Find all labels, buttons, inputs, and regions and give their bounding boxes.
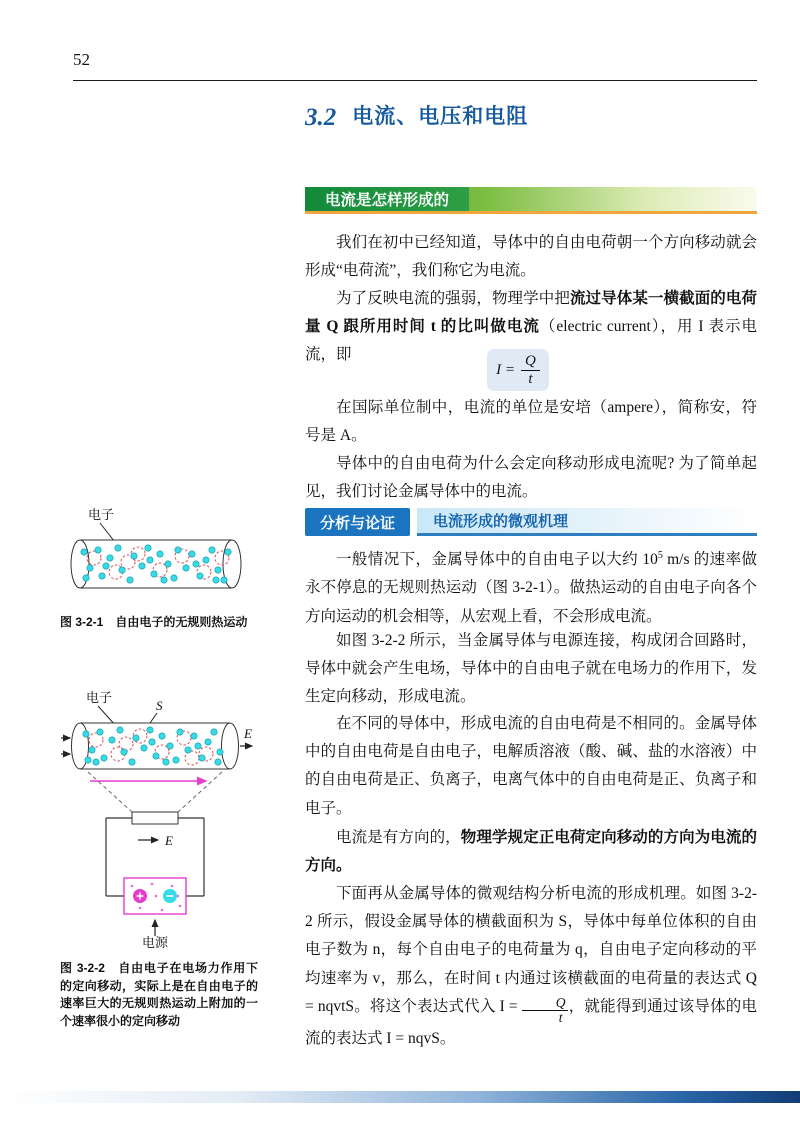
figure-321-caption: 图 3-2-1 自由电子的无规则热运动 xyxy=(60,615,248,629)
section-title-text: 电流、电压和电阻 xyxy=(352,105,529,128)
figure-322-drawing xyxy=(60,690,256,948)
paragraph-8: 电流是有方向的，物理学规定正电荷定向移动的方向为电流的方向。 xyxy=(305,829,757,875)
conductor-segment xyxy=(132,812,178,824)
paragraph-1: 我们在初中已经知道，导体中的自由电荷朝一个方向移动就会形成“电荷流”，我们称它为电流。 xyxy=(305,234,757,280)
figure-321 xyxy=(60,506,258,632)
superscript: 5 xyxy=(657,550,663,561)
section1-header-bar xyxy=(305,187,757,214)
projection-lines xyxy=(88,772,222,812)
inline-fraction: $\frac{Q}{t}$ xyxy=(522,995,569,1025)
electron-label: 电子 xyxy=(88,507,115,522)
bottom-gradient-bar xyxy=(0,1091,800,1103)
paragraph-2: 为了反映电流的强弱，物理学中把流过导体某一横截面的电荷量 Q 跟所用时间 t 的比叫做电流（electric current），用 I 表示电流，即 xyxy=(305,290,757,364)
electron-label: 电子 xyxy=(86,690,113,705)
section1-header-label: 电流是怎样形成的 xyxy=(305,187,469,211)
formula-fraction xyxy=(521,353,540,387)
formula-lhs: I = xyxy=(496,361,516,378)
power-source-label: 电源 xyxy=(141,935,169,948)
page-number: 52 xyxy=(73,50,90,69)
analysis-header: 电流形成的微观机理 xyxy=(417,508,757,536)
section-title-number: 3.2 xyxy=(305,104,337,131)
analysis-badge: 分析与论证 xyxy=(305,508,410,536)
cross-section-label: S xyxy=(156,698,163,713)
incoming-arrows xyxy=(61,738,70,754)
figure-322-caption: 图 3-2-2 自由电子在电场力作用下的定向移动，实际上是在自由电子的速率巨大的无规则热运动上附加的一个速率很小的定向移动 xyxy=(60,961,258,1028)
battery xyxy=(124,878,186,914)
paragraph-3: 在国际单位制中，电流的单位是安培（ampere），简称安，符号是 A。 xyxy=(305,399,757,445)
field-label-circuit: E xyxy=(165,833,173,848)
section2-header-bar xyxy=(305,508,757,536)
section-title xyxy=(305,100,528,132)
cross-section-pointer-line xyxy=(150,713,157,723)
field-label-right: E xyxy=(244,726,252,741)
paragraph-9: 下面再从金属导体的微观结构分析电流的形成机理。如图 3-2-2 所示，假设金属导体的横截面积为 S，导体中每单位体积的自由电子数为 n，每个自由电子的电荷量为 q，自由电子定向移动的平均速率为 v，那么，在时间 t 内通过该横截面的电荷量的表达式 Q = nqvtS。将这个表达式代入 I = $\frac{Q}{t}$ ，就能得到通过该导体的电流的表达式 I = nqvS。 xyxy=(305,885,757,1047)
paragraph-5: 一般情况下，金属导体中的自由电子以大约 $10^5$ m/s 的速率做永不停息的无规则热运动（图 3-2-1）。做热运动的自由电子向各个方向运动的机会相等，从宏观上看，不会形成电流。 xyxy=(305,550,757,625)
header-rule xyxy=(73,80,757,81)
paragraph-7: 在不同的导体中，形成电流的自由电荷是不相同的。金属导体中的自由电荷是自由电子，电解质溶液（酸、碱、盐的水溶液）中的自由电荷是正、负离子，电离气体中的自由电荷是正、负离子和电子。 xyxy=(305,715,757,817)
paragraph-4: 导体中的自由电荷为什么会定向移动形成电流呢? 为了简单起见，我们讨论金属导体中的电流。 xyxy=(305,455,757,501)
paragraph-6: 如图 3-2-2 所示，当金属导体与电源连接，构成闭合回路时，导体中就会产生电场，导体中的自由电子就在电场力的作用下，发生定向移动，形成电流。 xyxy=(305,632,757,706)
formula-numerator: Q xyxy=(521,353,540,371)
formula-denominator: t xyxy=(528,371,533,387)
figure-321-drawing xyxy=(60,506,256,602)
figure-322 xyxy=(60,690,258,1030)
formula-box xyxy=(487,349,549,391)
